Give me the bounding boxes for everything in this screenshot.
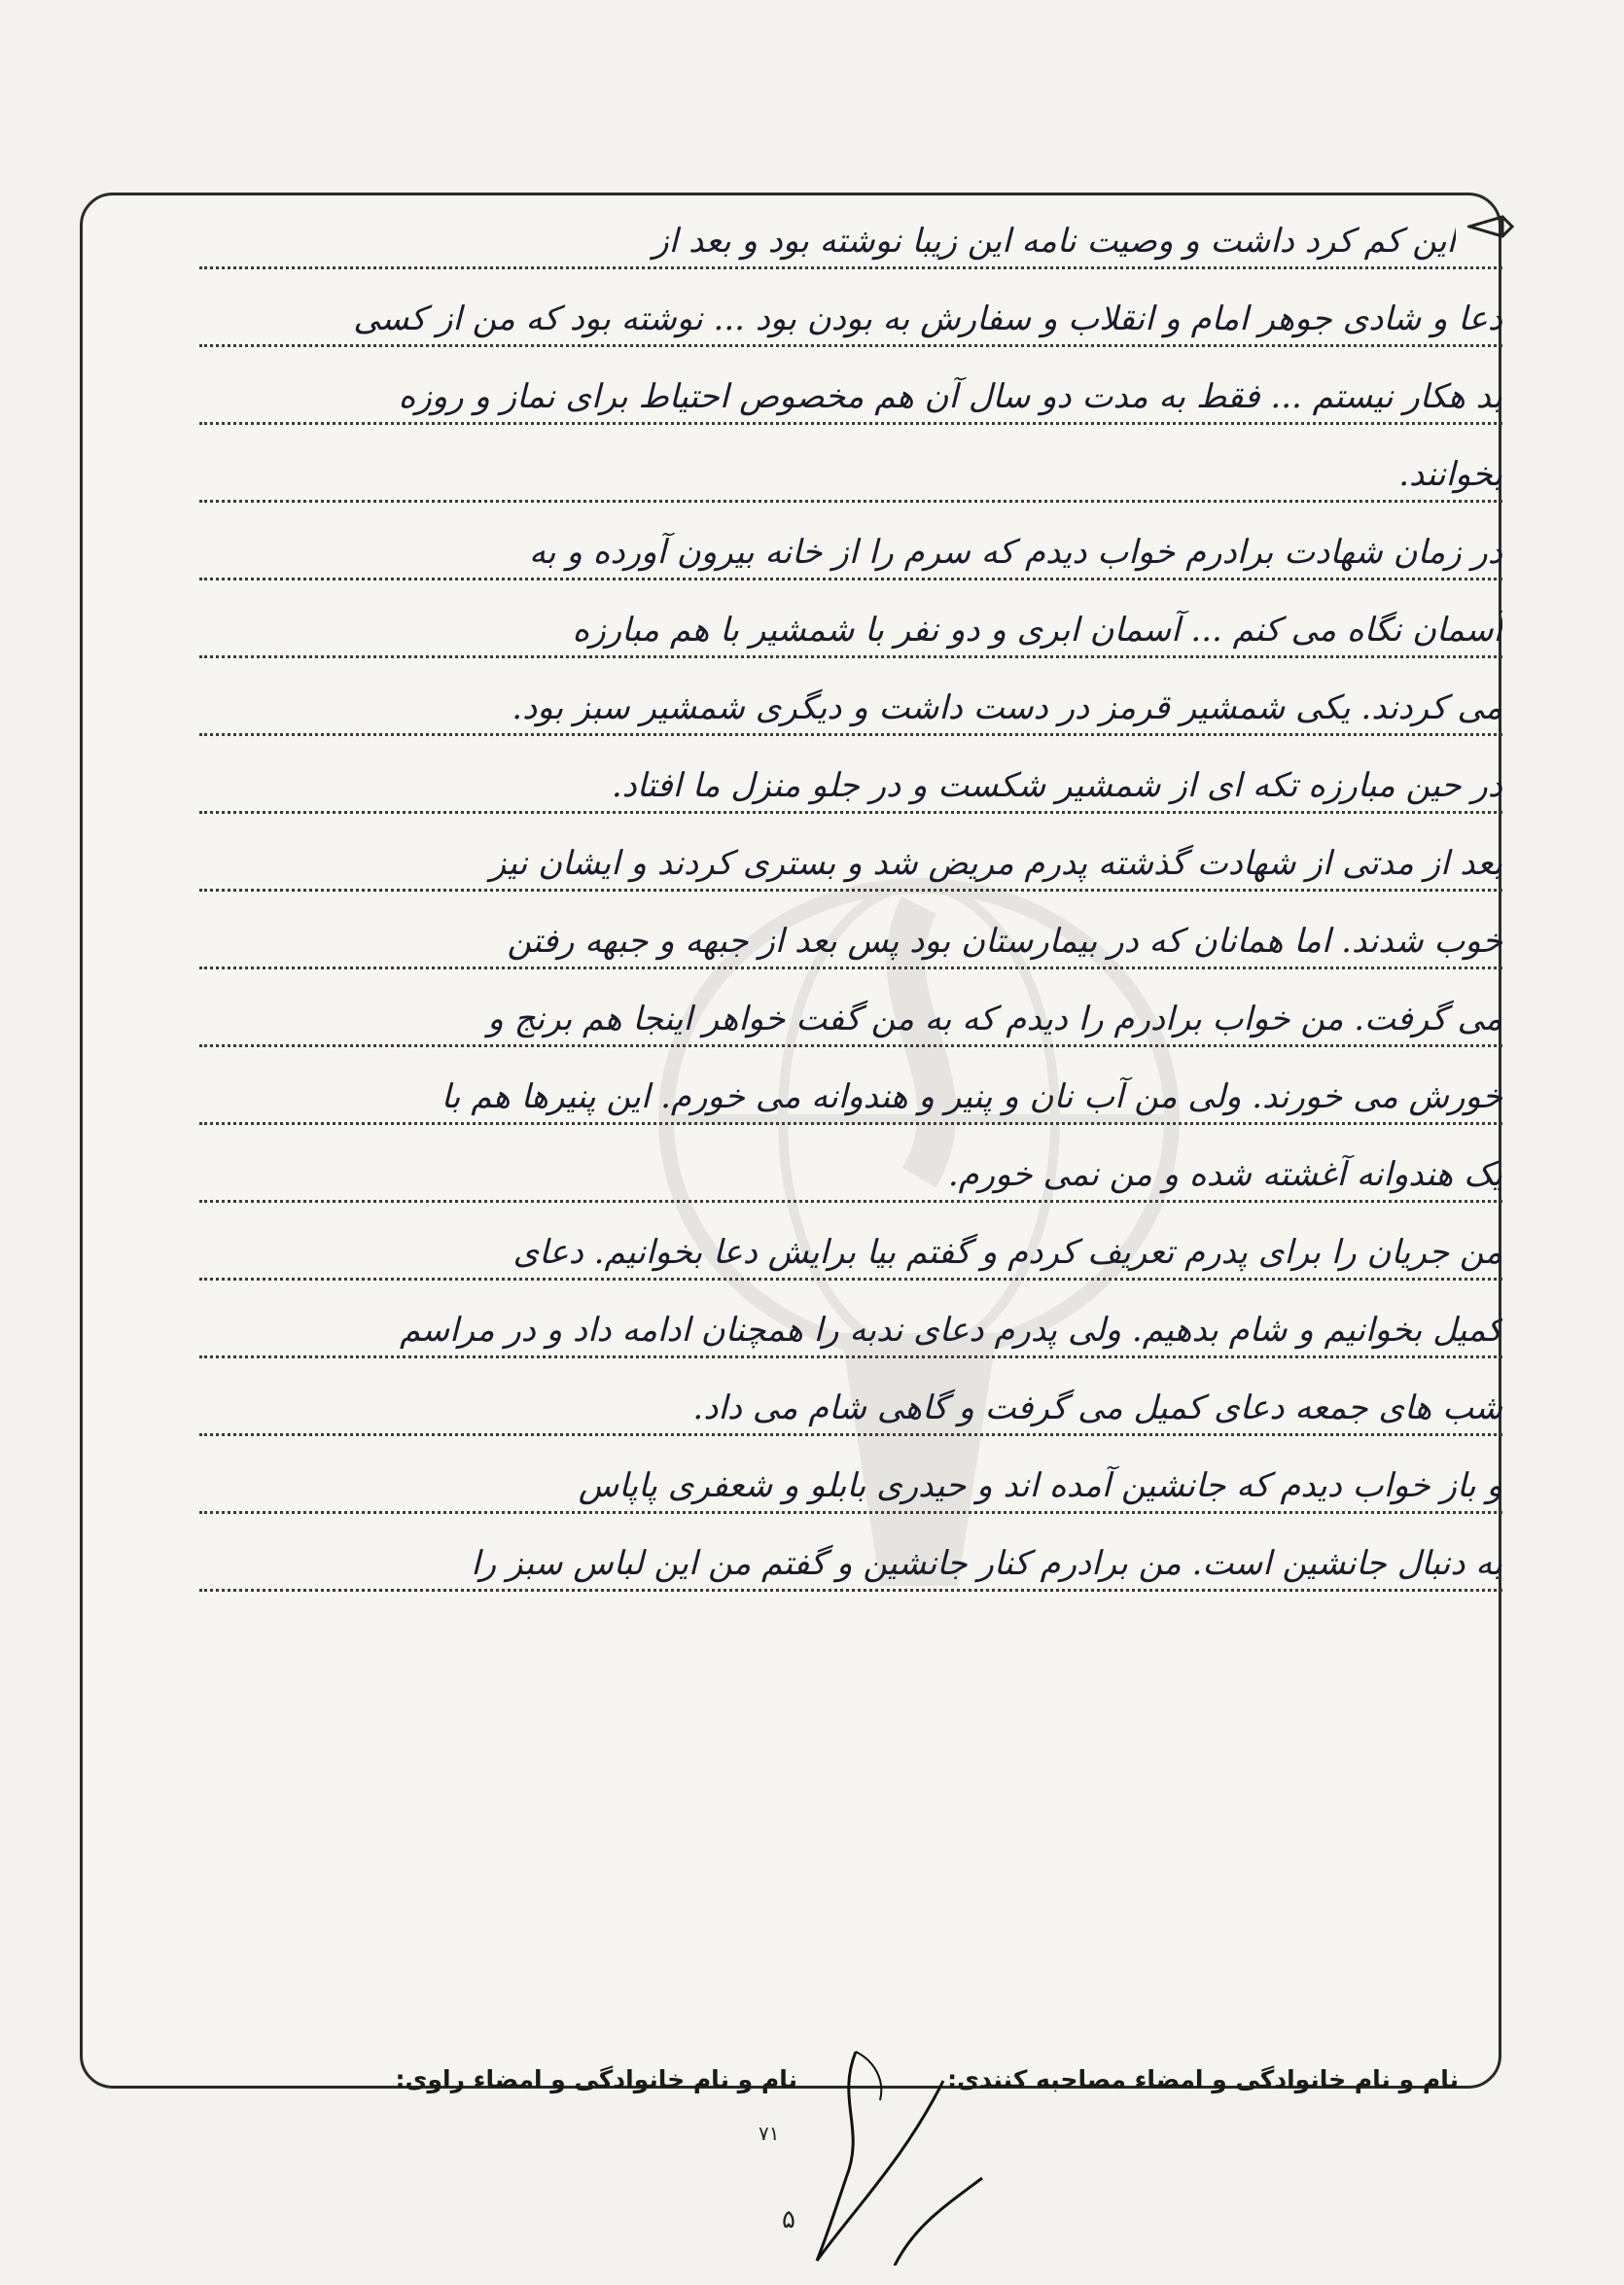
line-text: کمیل بخوانیم و شام بدهیم. ولی پدرم دعای ندبه را همچنان ادامه داد و در مراسم bbox=[400, 1311, 1502, 1350]
signature-footer bbox=[88, 2059, 1498, 2108]
line-text: این کم کرد داشت و وصیت نامه این زیبا نوشته بود و بعد از bbox=[653, 222, 1456, 261]
text-line bbox=[199, 351, 1502, 425]
printed-page-number: ۵ bbox=[782, 2205, 795, 2234]
interviewer-signature-label: نام و نام خانوادگی و امضاء مصاحبه کنندی: bbox=[947, 2065, 1459, 2093]
text-line bbox=[199, 1362, 1502, 1436]
text-line bbox=[199, 1284, 1502, 1358]
line-text: به دنبال جانشین است. من برادرم کنار جانشین و گفتم من این لباس سبز را bbox=[471, 1544, 1502, 1583]
line-text: من جریان را برای پدرم تعریف کردم و گفتم بیا برایش دعا بخوانیم. دعای bbox=[512, 1233, 1502, 1272]
text-line bbox=[199, 740, 1502, 814]
line-text: شب های جمعه دعای کمیل می گرفت و گاهی شام می داد. bbox=[692, 1389, 1502, 1427]
signature-scrawl-icon bbox=[797, 2042, 992, 2266]
text-line bbox=[199, 507, 1502, 580]
text-line bbox=[199, 1518, 1502, 1592]
line-text: بعد از مدتی از شهادت گذشته پدرم مریض شد و بستری کردند و ایشان نیز bbox=[489, 844, 1502, 883]
page-frame bbox=[80, 193, 1501, 2089]
text-line bbox=[199, 584, 1502, 658]
line-text: در زمان شهادت برادرم خواب دیدم که سرم را از خانه بیرون آورده و به bbox=[528, 533, 1502, 572]
handwritten-lines bbox=[83, 195, 1502, 2086]
text-line bbox=[199, 1440, 1502, 1514]
line-text: یک هندوانه آغشته شده و من نمی خورم. bbox=[947, 1155, 1502, 1194]
text-line bbox=[199, 429, 1502, 503]
line-text: خورش می خورند. ولی من آب نان و پنیر و هندوانه می خورم. این پنیرها هم با bbox=[441, 1077, 1502, 1116]
text-line bbox=[199, 273, 1502, 347]
line-text: دعا و شادی جوهر امام و انقلاب و سفارش به بودن بود ... نوشته بود که من از کسی bbox=[353, 299, 1502, 338]
text-line bbox=[199, 973, 1502, 1047]
handwritten-page-number: ٧١ bbox=[759, 2122, 780, 2145]
line-text: و باز خواب دیدم که جانشین آمده اند و حیدری بابلو و شعفری پاپاس bbox=[578, 1466, 1502, 1505]
text-line bbox=[199, 896, 1502, 969]
line-text: بد هکار نیستم ... فقط به مدت دو سال آن هم مخصوص احتیاط برای نماز و روزه bbox=[398, 377, 1502, 416]
text-line bbox=[199, 1129, 1502, 1203]
text-line bbox=[199, 662, 1502, 736]
text-line bbox=[199, 195, 1502, 269]
text-line bbox=[199, 1051, 1502, 1125]
text-line bbox=[199, 1207, 1502, 1281]
narrator-signature-label: نام و نام خانوادگی و امضاء راوی: bbox=[395, 2065, 797, 2093]
line-text: می گرفت. من خواب برادرم را دیدم که به من گفت خواهر اینجا هم برنج و bbox=[487, 1000, 1502, 1038]
line-text: در حین مبارزه تکه ای از شمشیر شکست و در جلو منزل ما افتاد. bbox=[611, 766, 1502, 805]
line-text: آسمان نگاه می کنم ... آسمان ابری و دو نفر با شمشیر با هم مبارزه bbox=[572, 611, 1502, 650]
line-text: خوب شدند. اما همانان که در بیمارستان بود پس بعد از جبهه و جبهه رفتن bbox=[507, 922, 1502, 961]
pen-icon bbox=[1467, 213, 1514, 240]
line-text: می کردند. یکی شمشیر قرمز در دست داشت و دیگری شمشیر سبز بود. bbox=[512, 688, 1502, 727]
text-line bbox=[199, 818, 1502, 892]
line-text: بخوانند. bbox=[1398, 455, 1502, 494]
